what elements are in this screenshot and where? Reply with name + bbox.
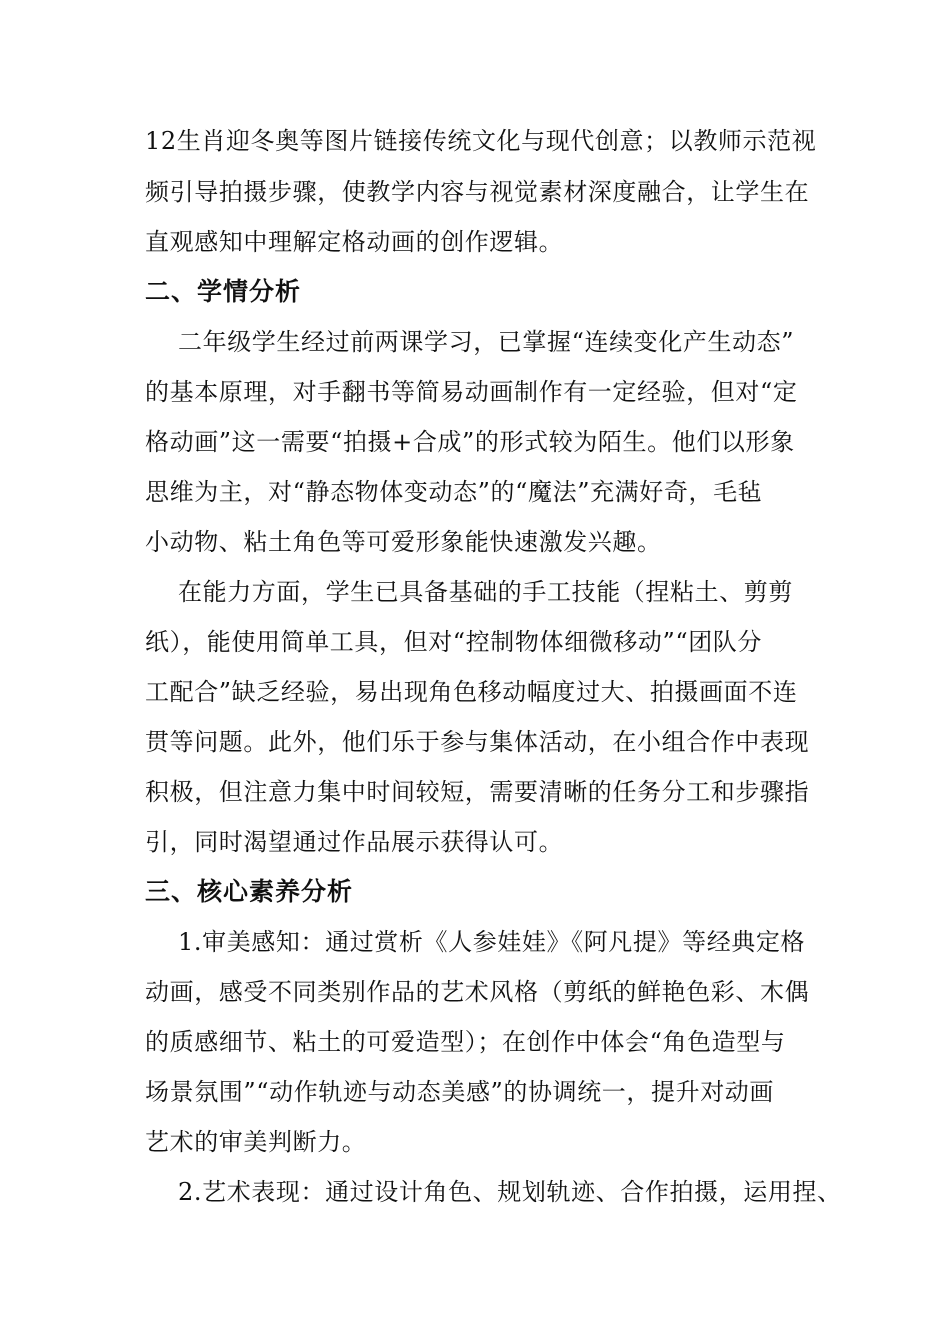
student-analysis-p1-line-4: 思维为主，对“静态物体变动态”的“魔法”充满好奇，毛毡 (145, 478, 763, 506)
student-analysis-p2-line-3: 工配合”缺乏经验，易出现角色移动幅度过大、拍摄画面不连 (145, 678, 798, 706)
section-heading-student-analysis: 二、学情分析 (145, 277, 302, 306)
student-analysis-p2-line-1: 在能力方面，学生已具备基础的手工技能（捏粘土、剪剪 (178, 578, 793, 606)
student-analysis-p2-line-5: 积极，但注意力集中时间较短，需要清晰的任务分工和步骤指 (145, 778, 810, 806)
student-analysis-p2-line-4: 贯等问题。此外，他们乐于参与集体活动，在小组合作中表现 (145, 728, 810, 756)
student-analysis-p1-line-3: 格动画”这一需要“拍摄+合成”的形式较为陌生。他们以形象 (145, 428, 795, 456)
intro-line-1: 12生肖迎冬奥等图片链接传统文化与现代创意；以教师示范视 (145, 127, 817, 155)
student-analysis-p2-line-6: 引，同时渴望通过作品展示获得认可。 (145, 828, 564, 856)
student-analysis-p2-line-2: 纸），能使用简单工具，但对“控制物体细微移动”“团队分 (145, 628, 763, 656)
core-literacy-item1-line-5: 艺术的审美判断力。 (145, 1128, 367, 1156)
core-literacy-item1-line-4: 场景氛围”“动作轨迹与动态美感”的协调统一，提升对动画 (145, 1078, 775, 1106)
student-analysis-p1-line-2: 的基本原理，对手翻书等简易动画制作有一定经验，但对“定 (145, 378, 798, 406)
core-literacy-item1-line-3: 的质感细节、粘土的可爱造型）；在创作中体会“角色造型与 (145, 1028, 786, 1056)
section-heading-core-literacy: 三、核心素养分析 (145, 877, 354, 906)
core-literacy-item1-line-2: 动画，感受不同类别作品的艺术风格（剪纸的鲜艳色彩、木偶 (145, 978, 810, 1006)
student-analysis-p1-line-1: 二年级学生经过前两课学习，已掌握“连续变化产生动态” (178, 328, 795, 356)
intro-line-3: 直观感知中理解定格动画的创作逻辑。 (145, 228, 564, 256)
student-analysis-p1-line-5: 小动物、粘土角色等可爱形象能快速激发兴趣。 (145, 528, 662, 556)
core-literacy-item2-line-1: 2.艺术表现：通过设计角色、规划轨迹、合作拍摄，运用捏、 (178, 1178, 842, 1206)
core-literacy-item1-line-1: 1.审美感知：通过赏析《人参娃娃》《阿凡提》等经典定格 (178, 928, 806, 956)
intro-line-2: 频引导拍摄步骤，使教学内容与视觉素材深度融合，让学生在 (145, 178, 810, 206)
